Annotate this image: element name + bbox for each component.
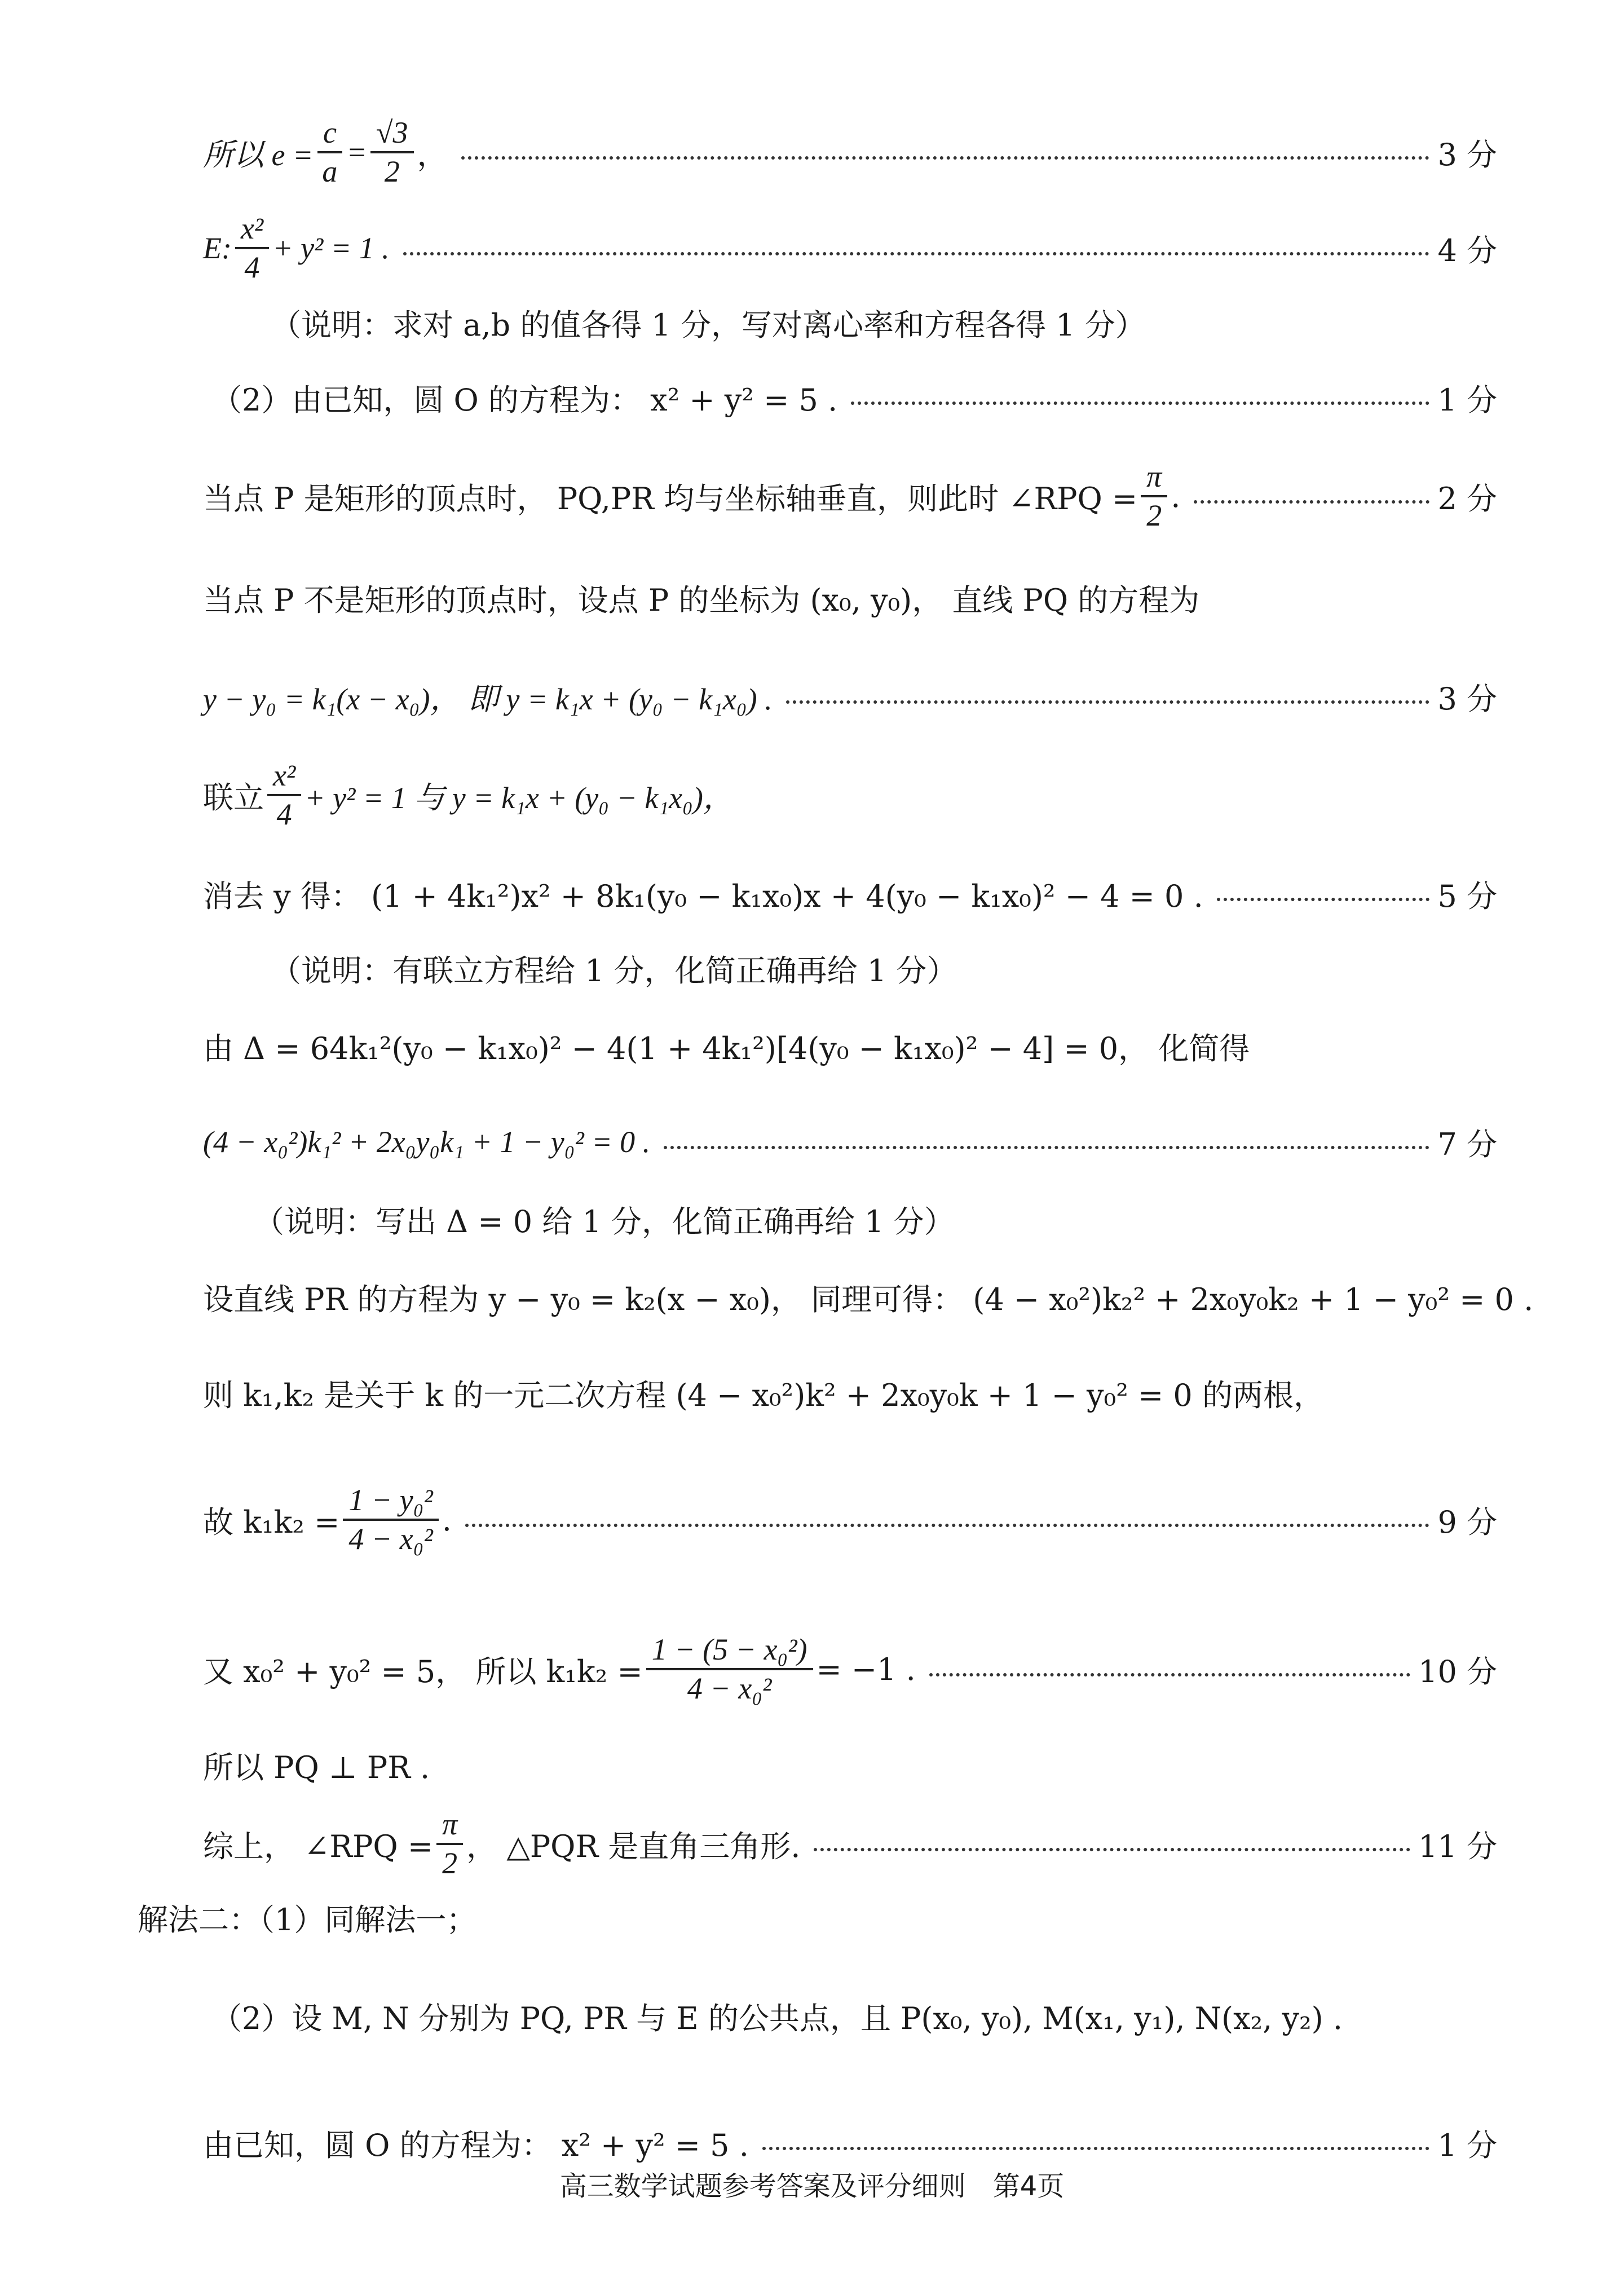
dot-leader (851, 401, 1429, 405)
score: 1 分 (1437, 382, 1497, 418)
line-method-two-circle: 由已知，圆 O 的方程为： x² + y² = 5 . 1 分 (203, 2120, 1497, 2165)
fraction: $\frac{c}{a}$ (316, 117, 343, 187)
dot-leader (1194, 500, 1429, 504)
score: 7 分 (1437, 1126, 1497, 1162)
fraction: $\frac{\text{x²}}{4}$ (267, 760, 301, 830)
line-eliminate-y: 消去 y 得： (1 + 4k₁²)x² + 8k₁(y₀ − k₁x₀)x + 4(y₀ − k₁x₀)² − 4 = 0 . 5 分 (203, 871, 1497, 916)
dot-leader (929, 1673, 1410, 1676)
line-note-1: （说明：求对 a,b 的值各得 1 分，写对离心率和方程各得 1 分） (271, 307, 1146, 343)
dot-leader (762, 2147, 1430, 2150)
score: 11 分 (1418, 1828, 1497, 1864)
line-method-two-setup: （2）设 M, N 分别为 PQ, PR 与 E 的公共点，且 P(x₀, y₀), M(x₁, y₁), N(x₂, y₂) . (211, 2000, 1343, 2036)
fraction: $\frac{\text{1 − y₀²}}{\text{4 − x₀²}}$ (343, 1484, 438, 1555)
line-eccentricity: 所以 e = $\frac{c}{a}$ = $\frac{√3}{2}$ ， 3 分 (203, 116, 1497, 188)
line-pq-equation: y − y₀ = k₁(x − x₀)， 即 y = k₁x + (y₀ − k₁x₀) . 3 分 (203, 674, 1497, 719)
line-non-vertex-case: 当点 P 不是矩形的顶点时，设点 P 的坐标为 (x₀, y₀)， 直线 PQ 的方程为 (203, 582, 1200, 618)
score: 4 分 (1437, 232, 1497, 268)
dot-leader (1217, 898, 1430, 901)
score: 3 分 (1437, 681, 1497, 717)
fraction: $\frac{\pi}{2}$ (436, 1808, 463, 1879)
line-product-k: 故 k₁k₂ = $\frac{\text{1 − y₀²}}{\text{4 − x₀²}}$ . 9 分 (203, 1483, 1497, 1556)
line-ellipse-equation: E: $\frac{\text{x²}}{4}$ + y² = 1 . 4 分 (203, 211, 1497, 284)
dot-leader (814, 1848, 1410, 1851)
line-circle-equation: （2）由已知，圆 O 的方程为： x² + y² = 5 . 1 分 (211, 375, 1497, 420)
dot-leader (403, 252, 1430, 255)
score: 5 分 (1437, 878, 1497, 914)
fraction: $\frac{\text{x²}}{4}$ (235, 213, 269, 283)
score: 10 分 (1418, 1653, 1497, 1689)
line-roots: 则 k₁,k₂ 是关于 k 的一元二次方程 (4 − x₀²)k² + 2x₀y₀k + 1 − y₀² = 0 的两根， (203, 1377, 1324, 1413)
line-method-two: 解法二：（1）同解法一； (138, 1901, 477, 1938)
line-vertex-case: 当点 P 是矩形的顶点时， PQ,PR 均与坐标轴垂直，则此时 ∠RPQ = $\frac{\pi}{2}$ . 2 分 (203, 460, 1497, 532)
score: 9 分 (1437, 1504, 1497, 1540)
line-pr-equation: 设直线 PR 的方程为 y − y₀ = k₂(x − x₀)， 同理可得： (4 − x₀²)k₂² + 2x₀y₀k₂ + 1 − y₀² = 0 . (203, 1281, 1534, 1317)
dot-leader (461, 156, 1430, 160)
fraction: $\frac{\text{1 − (5 − x₀²)}}{\text{4 − x₀²}}$ (646, 1634, 813, 1704)
line-simultaneous: 联立 $\frac{\text{x²}}{4}$ + y² = 1 与 y = k₁x + (y₀ − k₁x₀)， (203, 758, 734, 831)
fraction: $\frac{\pi}{2}$ (1141, 461, 1167, 531)
score: 2 分 (1437, 480, 1497, 517)
line-product-value: 又 x₀² + y₀² = 5， 所以 k₁k₂ = $\frac{\text{1 − (5 − x₀²)}}{\text{4 − x₀²}}$ = −1 . 10 分 (203, 1632, 1497, 1705)
line-note-3: （说明：写出 Δ = 0 给 1 分，化简正确再给 1 分） (254, 1204, 955, 1239)
line-discriminant: 由 Δ = 64k₁²(y₀ − k₁x₀)² − 4(1 + 4k₁²)[4(y₀ − k₁x₀)² − 4] = 0， 化简得 (203, 1030, 1250, 1066)
line-perpendicular: 所以 PQ ⊥ PR . (203, 1749, 430, 1785)
line-note-2: （说明：有联立方程给 1 分，化简正确再给 1 分） (271, 953, 957, 989)
dot-leader (465, 1524, 1430, 1527)
dot-leader (786, 700, 1430, 704)
fraction: $\frac{√3}{2}$ (370, 117, 414, 187)
page-footer: 高三数学试题参考答案及评分细则 第4页 (559, 2170, 1065, 2202)
score: 1 分 (1437, 2127, 1497, 2163)
line-conclusion: 综上， ∠RPQ = $\frac{\pi}{2}$ ， △PQR 是直角三角形. 11 分 (203, 1807, 1497, 1880)
score: 3 分 (1437, 136, 1497, 173)
dot-leader (664, 1146, 1429, 1149)
line-simplified-k1: (4 − x₀²)k₁² + 2x₀y₀k₁ + 1 − y₀² = 0 . 7 分 (203, 1119, 1497, 1164)
